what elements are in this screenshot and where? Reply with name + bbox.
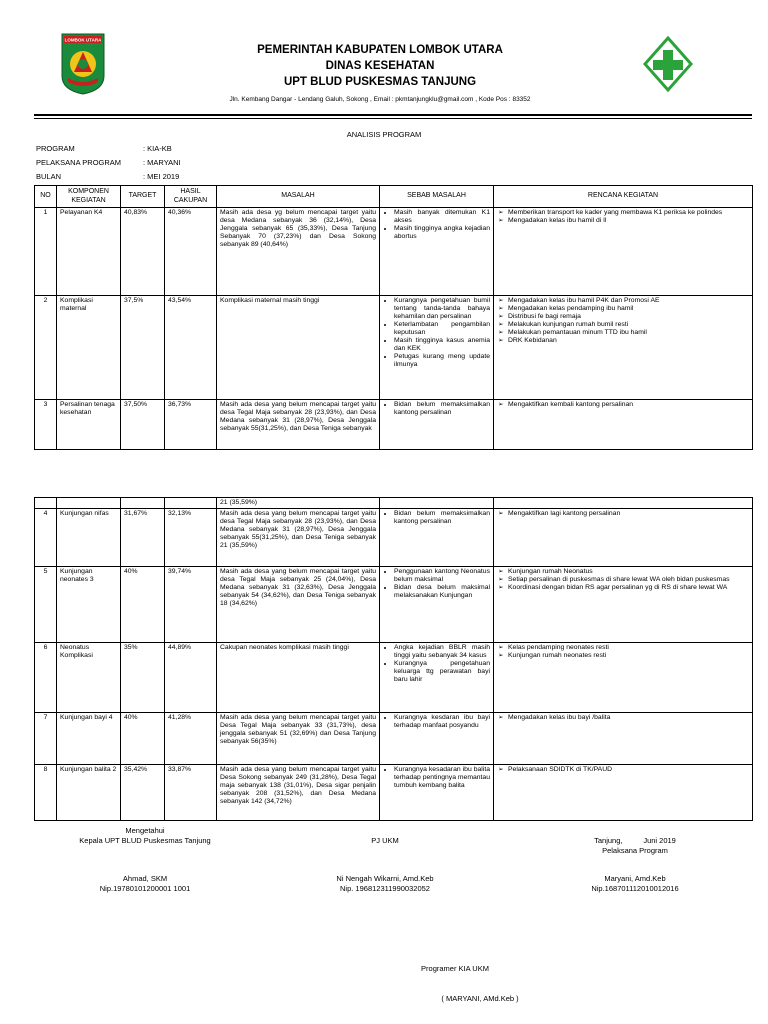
- cell-target: 37,50%: [121, 400, 165, 450]
- cell-no: 7: [35, 713, 57, 765]
- cell-masalah: Masih ada desa yang belum mencapai target yaitu Desa Sokong sebanyak 249 (31,28%), Desa Tegal maja sebanyak 138 (31,01%), Desa sigar penjalin sebanyak 208 (31,52%), dan Desa Medana sebanyak 142 (34,72%): [217, 765, 380, 821]
- cell-sebab: [380, 713, 494, 765]
- cell-sebab: [380, 567, 494, 643]
- cell-sebab: [380, 765, 494, 821]
- cell-sebab: [380, 296, 494, 400]
- cell-komponen: Kunjungan bayi 4: [57, 713, 121, 765]
- mengetahui-label: Mengetahui: [125, 826, 165, 835]
- list-item: ➢ Distribusi fe bagi remaja: [508, 313, 749, 321]
- col-rencana: RENCANA KEGIATAN: [494, 186, 753, 208]
- list-item: • Petugas kurang meng update ilmunya: [394, 353, 490, 369]
- cell-hasil: 44,89%: [165, 643, 217, 713]
- cell-rencana: [494, 296, 753, 400]
- cell-rencana: [494, 713, 753, 765]
- cell-no: 8: [35, 765, 57, 821]
- kepala-nip: Nip.19780101200001 1001: [99, 884, 191, 893]
- pj-title: PJ UKM: [371, 836, 399, 845]
- table-row: [35, 208, 753, 296]
- pj-name: Ni Nengah Wikarni, Amd.Keb: [336, 874, 434, 883]
- cell-komponen: Kunjungan balita 2: [57, 765, 121, 821]
- bulan-label: BULAN: [36, 172, 62, 181]
- program-value: : KIA-KB: [143, 144, 172, 153]
- table-row: [35, 509, 753, 567]
- list-item: ➢ Melakukan pemantauan minum TTD ibu hamil: [508, 329, 749, 337]
- cell-no: 5: [35, 567, 57, 643]
- pelaksana-value: : MARYANI: [143, 158, 181, 167]
- cell-masalah: Masih ada desa yang belum mencapai target yaitu desa Tegal Maja sebanyak 25 (24,04%), Desa Medana sebanyak 31 (32,63%), Desa Jenggala sebanyak 54 (34,62%), dan Desa Teniga sebanyak 18 (34,62%): [217, 567, 380, 643]
- list-item: • Masih tingginya angka kejadian abortus: [394, 225, 490, 241]
- cell-target: 40,83%: [121, 208, 165, 296]
- pj-nip: Nip. 196812311990032052: [340, 884, 430, 893]
- cell-no: 2: [35, 296, 57, 400]
- list-item: ➢ Kunjungan rumah Neonatus: [508, 568, 749, 576]
- cell-masalah: Komplikasi maternal masih tinggi: [217, 296, 380, 400]
- header-agency: DINAS KESEHATAN: [325, 60, 435, 72]
- cell-hasil: 33,87%: [165, 765, 217, 821]
- list-item: • Keterlambatan pengambilan keputusan: [394, 321, 490, 337]
- list-item: • Bidan desa belum maksimal melaksanakan Kunjungan: [394, 584, 490, 600]
- cell-komponen: Komplikasi maternal: [57, 296, 121, 400]
- programer-title: Programer KIA UKM: [421, 964, 489, 973]
- continued-text: 21 (35,59%): [217, 498, 380, 509]
- header-unit: UPT BLUD PUSKESMAS TANJUNG: [283, 76, 477, 88]
- cell-masalah: Cakupan neonates komplikasi masih tinggi: [217, 643, 380, 713]
- cell-target: 37,5%: [121, 296, 165, 400]
- program-label: PROGRAM: [36, 144, 75, 153]
- cell-komponen: Pelayanan K4: [57, 208, 121, 296]
- cell-no: 3: [35, 400, 57, 450]
- cell-komponen: Kunjungan neonates 3: [57, 567, 121, 643]
- col-target: TARGET: [121, 186, 165, 208]
- cell-rencana: [494, 509, 753, 567]
- cell-sebab: [380, 643, 494, 713]
- list-item: ➢ Kunjungan rumah neonates resti: [508, 652, 749, 660]
- cell-target: 35%: [121, 643, 165, 713]
- list-item: • Kurangnya pengetahuan keluarga ttg perawatan bayi baru lahir: [394, 660, 490, 684]
- bulan-value: : MEI 2019: [143, 172, 180, 181]
- kepala-title: Kepala UPT BLUD Puskesmas Tanjung: [79, 836, 211, 845]
- list-item: ➢ Koordinasi dengan bidan RS agar persalinan yg di RS di share lewat WA: [508, 584, 749, 592]
- col-masalah: MASALAH: [217, 186, 380, 208]
- header-divider: [34, 114, 752, 116]
- cell-hasil: 36,73%: [165, 400, 217, 450]
- col-hasil: HASIL CAKUPAN: [165, 186, 217, 208]
- cell-hasil: 39,74%: [165, 567, 217, 643]
- cell-target: 31,67%: [121, 509, 165, 567]
- header-address: Jln. Kembang Dangar - Lendang Galuh, Sokong , Email : pkmtanjungklu@gmail.com , Kode Pos : 83352: [229, 96, 531, 103]
- list-item: ➢ Melakukan kunjungan rumah bumil resti: [508, 321, 749, 329]
- pelaksana-title: Pelaksana Program: [602, 846, 668, 855]
- cell-komponen: Kunjungan nifas: [57, 509, 121, 567]
- cell-sebab: [380, 509, 494, 567]
- cell-target: 40%: [121, 567, 165, 643]
- col-sebab: SEBAB MASALAH: [380, 186, 494, 208]
- cell-hasil: 41,28%: [165, 713, 217, 765]
- regency-logo: [60, 32, 106, 96]
- list-item: • Kurangnya kesadaran ibu balita terhadap pentingnya memantau tumbuh kembang balita: [394, 766, 490, 790]
- list-item: • Bidan belum memaksimalkan kantong persalinan: [394, 401, 490, 417]
- table-row: [35, 400, 753, 450]
- list-item: • Bidan belum memaksimalkan kantong persalinan: [394, 510, 490, 526]
- list-item: ➢ Mengadakan kelas ibu hamil P4K dan Promosi AE: [508, 297, 749, 305]
- cell-target: 40%: [121, 713, 165, 765]
- table-row: [35, 765, 753, 821]
- cell-masalah: Masih ada desa yang belum mencapai target yaitu desa Tegal Maja sebanyak 28 (23,93%), dan Desa Medana sebanyak 31 (28,97%), Desa Jenggala sebanyak 55(31,25%), dan Desa Teniga sebanyak: [217, 400, 380, 450]
- pelaksana-label: PELAKSANA PROGRAM: [36, 158, 122, 167]
- date-place: Tanjung, Juni 2019: [594, 836, 676, 845]
- pelaksana-name: Maryani, Amd.Keb: [604, 874, 666, 883]
- list-item: ➢ Kelas pendamping neonates resti: [508, 644, 749, 652]
- cell-komponen: Neonatus Komplikasi: [57, 643, 121, 713]
- cell-rencana: [494, 400, 753, 450]
- list-item: ➢ Mengadakan kelas pendamping ibu hamil: [508, 305, 749, 313]
- list-item: • Masih banyak ditemukan K1 akses: [394, 209, 490, 225]
- list-item: ➢ DRK Kebidanan: [508, 337, 749, 345]
- list-item: ➢ Mengaktifkan kembali kantong persalinan: [508, 401, 749, 409]
- cell-sebab: [380, 400, 494, 450]
- table-row: [35, 713, 753, 765]
- list-item: • Kurangnya kesdaran ibu bayi terhadap manfaat posyandu: [394, 714, 490, 730]
- cell-rencana: [494, 567, 753, 643]
- cell-komponen: Persalinan tenaga kesehatan: [57, 400, 121, 450]
- list-item: ➢ Setiap persalinan di puskesmas di share lewat WA oleh bidan puskesmas: [508, 576, 749, 584]
- col-no: NO: [35, 186, 57, 208]
- cell-masalah: Masih ada desa yang belum mencapai target yaitu desa Tegal Maja sebanyak 28 (23,93%), dan Desa Medana sebanyak 31 (28,97%), Desa Jenggala sebanyak 55(31,25%), dan Desa Teniga sebanyak 21 (35,59%): [217, 509, 380, 567]
- cell-hasil: 32,13%: [165, 509, 217, 567]
- cell-masalah: Masih ada desa yang belum mencapai target yaitu Desa Tegal Maja sebanyak 33 (31,73%), desa jenggala sebanyak 51 (32,69%) dan Desa Tanjung sebanyak 56(35%): [217, 713, 380, 765]
- puskesmas-logo: [643, 36, 693, 92]
- cell-no: 4: [35, 509, 57, 567]
- cell-hasil: 43,54%: [165, 296, 217, 400]
- header-government: PEMERINTAH KABUPATEN LOMBOK UTARA: [257, 44, 503, 56]
- cell-target: 35,42%: [121, 765, 165, 821]
- analysis-table-page2: [34, 497, 753, 821]
- col-komponen: KOMPONEN KEGIATAN: [57, 186, 121, 208]
- analysis-table-page1: [34, 185, 753, 450]
- logo-text: LOMBOK UTARA: [64, 37, 102, 43]
- cell-rencana: [494, 765, 753, 821]
- cell-no: 1: [35, 208, 57, 296]
- programer-name: ( MARYANI, AMd.Keb ): [441, 994, 519, 1003]
- list-item: ➢ Memberikan transport ke kader yang membawa K1 periksa ke polindes: [508, 209, 749, 217]
- list-item: • Angka kejadian BBLR masih tinggi yaitu sebanyak 34 kasus: [394, 644, 490, 660]
- cell-rencana: [494, 208, 753, 296]
- list-item: ➢ Pelaksanaan SDIDTK di TK/PAUD: [508, 766, 749, 774]
- list-item: • Kurangnya pengetahuan bumil tentang tanda-tanda bahaya kehamilan dan persalinan: [394, 297, 490, 321]
- cell-hasil: 40,36%: [165, 208, 217, 296]
- list-item: ➢ Mengaktifkan lagi kantong persalinan: [508, 510, 749, 518]
- list-item: ➢ Mengadakan kelas ibu hamil di ll: [508, 217, 749, 225]
- list-item: ➢ Mengadakan kelas ibu bayi /balita: [508, 714, 749, 722]
- cell-no: 6: [35, 643, 57, 713]
- cell-rencana: [494, 643, 753, 713]
- header-divider-thin: [34, 118, 752, 119]
- pelaksana-nip: Nip.168701112010012016: [591, 884, 679, 893]
- table-row: [35, 567, 753, 643]
- list-item: • Masih tingginya kasus anemia dan KEK: [394, 337, 490, 353]
- table-row: [35, 296, 753, 400]
- list-item: • Penggunaan kantong Neonatus belum maksimal: [394, 568, 490, 584]
- table-row: [35, 643, 753, 713]
- doc-title: ANALISIS PROGRAM: [346, 130, 422, 139]
- kepala-name: Ahmad, SKM: [122, 874, 168, 883]
- cell-masalah: Masih ada desa yg belum mencapai target yaitu desa Medana sebanyak 36 (32,14%), Desa Jenggala sebanyak 65 (35,33%), Desa Tanjung Sebanyak 70 (37,23%) dan Desa Sokong sebanyak 89 (40,64%): [217, 208, 380, 296]
- cell-sebab: [380, 208, 494, 296]
